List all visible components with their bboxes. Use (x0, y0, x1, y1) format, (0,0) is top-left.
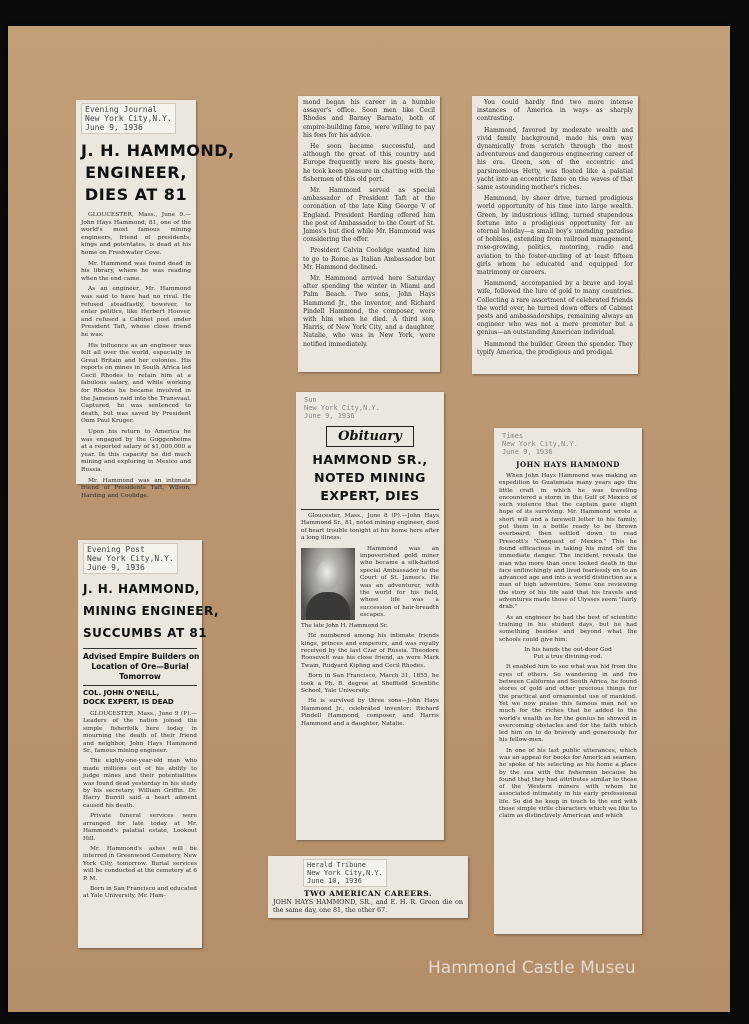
clipping-headline: TWO AMERICAN CAREERS. (304, 889, 432, 898)
clipping-headline: JOHN HAYS HAMMOND (516, 460, 620, 469)
paragraph: Hammond, by sheer drive, turned prodigious world opportunity of his time into large wealth. Green, by industrious idling, turned stupendous fortune into a prodigious opportunity for an eternal holiday—a small boy's unending paradise of hobbies, extending from railroad management, rose-growing, politics, motoring, radio and aviation to the foster-uncling of at least fifteen girls whom he educated and equipped for matrimony or careers. (477, 195, 633, 277)
paragraph: Hammond, favored by moderate wealth and vivid family background, made his own way dynamically from scratch through the most adventurous and dangerous engineering career of his era. Green, son of the eccentric and parsimonious Hetty, was floated like a palatial yacht into an eccentric fame on the waves of that same astounding mother's riches. (477, 126, 633, 192)
clipping-obituary (296, 392, 444, 840)
divider (301, 509, 439, 510)
clipping-herald-tribune (268, 856, 468, 918)
clipping-headline: J. H. HAMMOND, MINING ENGINEER, SUCCUMBS AT 81 (83, 582, 219, 640)
divider (83, 685, 197, 686)
clipping-times-editorial (494, 428, 642, 934)
paragraph: He numbered among his intimate friends kings, princes and emperors, and was royally received by the last Czar of Russia. Theodore Roosevelt was his close friend, as were Mark Twain, Rudyard Kipling and Cecil Rhodes. (301, 633, 439, 669)
paragraph: Born in San Francisco and educated at Yale University, Mr. Ham- (83, 885, 197, 900)
paragraph: Hammond, accompanied by a brave and loyal wife, followed the lure of gold to many countries. Collecting a rare assortment of celebrated friends the world over, he turned down offers of Cabinet posts and ambassadorships, remaining always an engineer who was not a mere promoter but a genius—an outstanding American individual. (477, 280, 633, 337)
paragraph: Born in San Francisco, March 31, 1855, he took a Ph. B. degree at Sheffield Scientific School, Yale University. (301, 673, 439, 694)
paragraph: When John Hays Hammond was making an expedition to Guatemala many years ago the little craft in which he was traveling encountered a storm in the Gulf of Mexico of such violence that the captain gave slight hope of its surviving. Mr. Hammond wrote a short will and a farewell letter to his family, put them in a bottle ready to be thrown overboard, then settled down to read Prescott's "Conquest of Mexico." This he found efficacious in taking his mind off the immediate danger. The incident reveals the man who more than once looked death in the face unflinchingly and lived fearlessly on to an advanced age and into a world distinction as a man of high adventure. Some one reviewing the story of his life said that his travels and adventures made those of Ulysses seem "fairly drab." (499, 473, 637, 611)
paragraph: Hammond the builder. Green the spender. They typify America, the prodigious and prodigal. (477, 340, 633, 356)
paragraph: As an engineer he had the best of scientific training in his student days, but he had something besides and beyond what the schools could give him: (499, 614, 637, 643)
clipping-headline: J. H. HAMMOND, ENGINEER, DIES AT 81 (81, 141, 235, 204)
portrait-coat (306, 592, 350, 620)
paragraph: As an engineer, Mr. Hammond was said to have had no rival. He refused steadfastly, however, to enter politics, like Herbert Hoover, and refused a Cabinet post under President Taft, whose close friend he was. (81, 286, 191, 338)
paragraph: Private funeral services were arranged for late today at Mr. Hammond's palatial estate, Lookout Hill. (83, 813, 197, 842)
portrait-photo (301, 548, 355, 620)
museum-watermark: Hammond Castle Museu (428, 958, 636, 978)
clipping-subhead: Advised Empire Builders on Location of Ore—Burial Tomorrow (83, 652, 200, 681)
paragraph: He is survived by three sons—John Hays Hammond Jr., celebrated inventor; Richard Pindell Hammond, composer, and Harris Hammond and a daughter, Natalie. (301, 698, 439, 727)
clipping-continuation (298, 96, 440, 372)
divider (83, 648, 197, 649)
paragraph: You could hardly find two more intense instances of America in ways as sharply contrasting. (477, 99, 633, 123)
paragraph: In his hands the out-door God Put a true divining-rod. (524, 646, 612, 661)
portrait-face (316, 560, 340, 590)
paragraph: In one of his last public utterances, which was an appeal for books for American seamen, he spoke of his selecting as his home a place by the sea with the fishermen because he found that they had attributes similar to those of the Western miners with whom he associated intimately in his early professional life. So did he keep in touch to the end with those simple virile characters which we like to claim as distinctively American and which (499, 747, 637, 820)
clipping-headline: HAMMOND SR., NOTED MINING EXPERT, DIES (312, 452, 428, 503)
paragraph: The eighty-one-year-old man who made millions out of his ability to judge mines and their potentialities was found dead yesterday in his study by his secretary, William Griffin. Dr. Harry Burrill said a heart ailment caused his death. (83, 758, 197, 809)
clipping-body (83, 711, 197, 901)
clipping-body (303, 99, 435, 349)
obituary-label: Obituary (326, 426, 414, 447)
clipping-body (301, 513, 439, 728)
clipping-body (81, 212, 191, 500)
paragraph: Mr. Hammond served as special ambassador of President Taft at the coronation of the late King George V of England. President Harding offered him the post of Ambassador to the Court of St. James's but died while Mr. Hammond was considering the offer. (303, 187, 435, 244)
clipping-evening-journal (76, 100, 235, 499)
paragraph: Upon his return to America he was engaged by the Guggenheims at a reported salary of $1,000,000 a year. In this capacity he did much mining and exploring in Mexico and Russia. (81, 429, 191, 473)
clipping-source-stamp: Times New York City,N.Y. June 9, 1936 (502, 432, 578, 456)
clipping-body (499, 473, 637, 821)
paragraph: Hammond was an impoverished gold miner who became a silk-hatted special Ambassador to the Court of St. James's. He was an adventurer, with the world for his field, whose life was a succession of hair-breadth escapes. (360, 545, 439, 619)
clipping-two-careers-editorial (472, 96, 638, 374)
paragraph: Mr. Hammond's ashes will be interred in Greenwood Cemetery, New York City, tomorrow. Burial services will be conducted at the cemetery at 6 P. M. (83, 845, 197, 882)
clipping-body (477, 99, 633, 357)
paragraph: It enabled him to see what was hid from the eyes of others. So wandering in and fro between California and South Africa, he found stores of gold and other precious things for the practical and ornamental use of mankind. Yet we now praise this famous man not so much for the riches that he added to the world's wealth as for the genius he showed in overcoming obstacles and for the faith which led him on to do bravely and generously for his fellow-men. (499, 664, 637, 744)
paragraph: mond began his career in a humble assayer's office. Soon men like Cecil Rhodes and Barney Barnato, both of empire-building fame, were willing to pay his fees for his advice. (303, 99, 435, 139)
clipping-body: JOHN HAYS HAMMOND, SR., and E. H. R. Green die on the same day, one 81, the other 67. (273, 898, 463, 914)
paragraph: GLOUCESTER, Mass., June 9.—John Hays Hammond, 81, one of the world's most famous mining engineers, friend of presidents, kings and potentates, is dead at his home on Freshwater Cove. (81, 212, 191, 256)
paragraph: Gloucester, Mass., June 8 (P).—John Hays Hammond Sr., 81, noted mining engineer, died of heart trouble tonight at his home here after a long illness. (301, 513, 439, 542)
clipping-evening-post (78, 540, 219, 948)
paragraph: He soon became successful, and although the great of this country and Europe frequently were his guests here, he took keen pleasure in chatting with the fishermen of this old port. (303, 143, 435, 183)
clipping-source-stamp: Sun New York City,N.Y. June 9, 1936 (304, 396, 380, 420)
paragraph: President Calvin Coolidge wanted him to go to Rome as Italian Ambassador but Mr. Hammond declined. (303, 247, 435, 271)
photo-caption: The late John H. Hammond Sr. (301, 622, 388, 629)
clipping-source-stamp: Evening Journal New York City,N.Y. June 9, 1936 (81, 103, 176, 134)
paragraph: Mr. Hammond arrived here Saturday after spending the winter in Miami and Palm Beach. Two sons, John Hays Hammond Jr., the inventor, and Richard Pindell Hammond, the composer, were with him when he died. A third son, Harris, of New York City, and a daughter, Natalie, who was in New York, were notified immediately. (303, 275, 435, 348)
paragraph: His influence as an engineer was felt all over the world, especially in Great Britain and her colonies. His reports on mines in South Africa led Cecil Rhodes to retain him at a fabulous salary, and while working for Rhodes he became involved in the Jameson raid into the Transvaal. Captured, he was sentenced to death, but was saved by President Oom Paul Kruger. (81, 342, 191, 425)
clipping-source-stamp: Herald Tribune New York City,N.Y. June 10, 1936 (303, 859, 387, 887)
paragraph: Mr. Hammond was an intimate friend of Presidents Taft, Wilson, Harding and Coolidge. (81, 477, 191, 499)
clipping-subhead: COL. JOHN O'NEILL, DOCK EXPERT, IS DEAD (83, 689, 174, 706)
paragraph: GLOUCESTER, Mass., June 9 (P).—Leaders of the nation joined the simple fisherfolk here today in mourning the death of their friend and neighbor, John Hays Hammond Sr., famous mining engineer. (83, 711, 197, 755)
clipping-source-stamp: Evening Post New York City,N.Y. June 9, 1936 (83, 543, 178, 574)
paragraph: Mr. Hammond was found dead in his library, where he was reading when the end came. (81, 260, 191, 282)
